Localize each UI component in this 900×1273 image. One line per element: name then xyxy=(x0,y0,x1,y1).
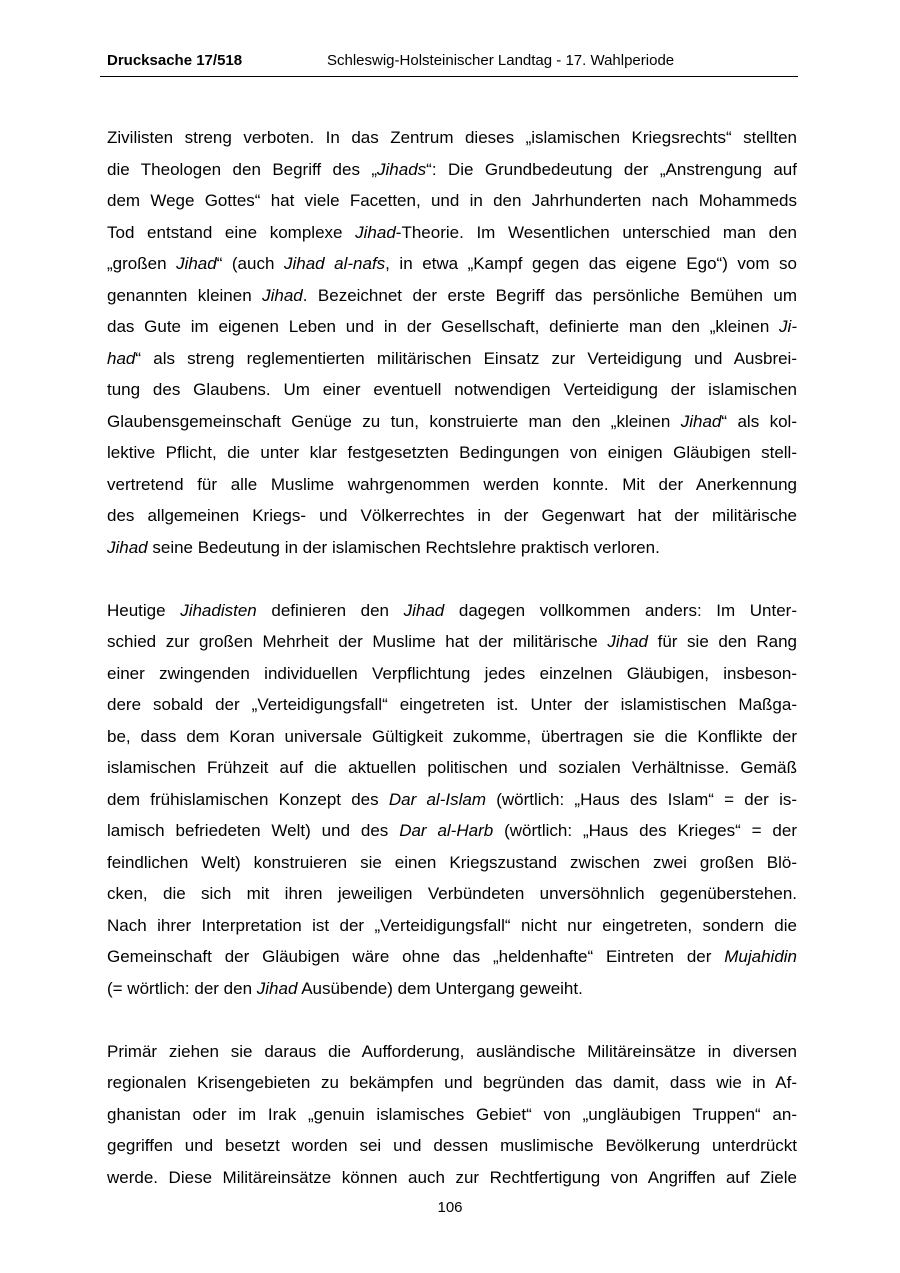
paragraph xyxy=(107,122,797,563)
text-segment: Gemeinschaft der Gläubigen wäre ohne das „heldenhafte“ Eintreten der xyxy=(107,947,725,966)
text-line xyxy=(107,532,797,564)
text-segment: schied zur großen Mehrheit der Muslime hat der militärische xyxy=(107,632,608,651)
text-segment: , in etwa „Kampf gegen das eigene Ego“) vom so xyxy=(385,254,798,273)
text-segment: Nach ihrer Interpretation ist der „Verteidigungsfall“ nicht nur eingetreten, sondern die xyxy=(107,915,797,935)
text-segment: für sie den Rang xyxy=(647,632,798,651)
paragraph xyxy=(107,595,797,1005)
italic-term: Ji- xyxy=(779,317,797,336)
text-segment: genannten kleinen xyxy=(107,285,263,305)
text-line xyxy=(107,437,797,469)
text-line xyxy=(107,595,797,627)
text-segment: Zivilisten streng verboten. In das Zentrum dieses „islamischen Kriegsrechts“ stellten xyxy=(107,128,797,147)
text-segment: definieren den xyxy=(256,600,404,620)
header-title: Schleswig-Holsteinischer Landtag - 17. Wahlperiode xyxy=(327,52,675,69)
text-segment: “: Die Grundbedeutung der „Anstrengung auf xyxy=(426,159,797,179)
text-line xyxy=(107,1162,797,1194)
italic-term: Dar al-Islam xyxy=(388,789,486,809)
header-divider xyxy=(100,76,798,77)
text-segment: die Theologen den Begriff des „ xyxy=(107,159,378,179)
italic-term: Mujahidin xyxy=(724,947,797,966)
text-segment: einer zwingenden individuellen Verpflichtung jedes einzelnen Gläubigen, insbeson- xyxy=(107,663,797,683)
text-segment: (wörtlich: „Haus des Islam“ = der is- xyxy=(485,789,798,809)
text-segment: feindlichen Welt) konstruieren sie einen Kriegszustand zwischen zwei großen Blö- xyxy=(107,852,797,872)
text-segment: lamisch befriedeten Welt) und des xyxy=(107,821,400,840)
italic-term: Jihad xyxy=(607,632,648,651)
italic-term: Jihad xyxy=(403,600,445,620)
italic-term: Jihad xyxy=(107,537,148,557)
text-line xyxy=(107,1036,797,1068)
text-segment: be, dass dem Koran universale Gültigkeit zukomme, übertragen sie die Konflikte der xyxy=(107,726,797,746)
text-line xyxy=(107,154,797,186)
text-line xyxy=(107,941,797,973)
text-line xyxy=(107,1099,797,1131)
text-line xyxy=(107,784,797,816)
italic-term: Jihad xyxy=(262,285,303,305)
text-line xyxy=(107,406,797,438)
text-segment: “ als streng reglementierten militärischen Einsatz zur Verteidigung und Ausbrei- xyxy=(135,348,797,368)
italic-term: had xyxy=(107,348,136,368)
text-line xyxy=(107,689,797,721)
italic-term: Jihads xyxy=(377,159,427,179)
text-segment: . Bezeichnet der erste Begriff das persönliche Bemühen um xyxy=(302,285,797,305)
text-segment: dere sobald der „Verteidigungsfall“ eingetreten ist. Unter der islamistischen Maßga- xyxy=(107,695,797,714)
text-line xyxy=(107,847,797,879)
italic-term: Jihad xyxy=(680,411,722,431)
page-number: 106 xyxy=(437,1199,463,1216)
text-segment: Primär ziehen sie daraus die Aufforderung, ausländische Militäreinsätze in diversen xyxy=(107,1041,797,1061)
text-segment: tung des Glaubens. Um einer eventuell notwendigen Verteidigung der islamischen xyxy=(107,380,797,399)
text-line xyxy=(107,1130,797,1162)
text-segment: “ als kol- xyxy=(721,411,797,431)
text-line xyxy=(107,280,797,312)
text-segment: seine Bedeutung in der islamischen Rechtslehre praktisch verloren. xyxy=(147,537,660,557)
text-segment: Ausübende) dem Untergang geweiht. xyxy=(297,978,583,998)
text-segment: „großen xyxy=(107,254,177,273)
text-line xyxy=(107,343,797,375)
text-line xyxy=(107,311,797,343)
document-number: Drucksache 17/518 xyxy=(107,52,243,69)
text-line xyxy=(107,878,797,910)
italic-term: Jihad xyxy=(355,222,396,242)
text-segment: lektive Pflicht, die unter klar festgesetzten Bedingungen von einigen Gläubigen stell- xyxy=(107,443,797,462)
text-line xyxy=(107,469,797,501)
text-line xyxy=(107,1067,797,1099)
text-line xyxy=(107,500,797,532)
text-segment: regionalen Krisengebieten zu bekämpfen und begründen das damit, dass wie in Af- xyxy=(107,1073,797,1092)
text-line xyxy=(107,658,797,690)
text-segment: islamischen Frühzeit auf die aktuellen politischen und sozialen Verhältnisse. Gemäß xyxy=(107,758,797,777)
text-line xyxy=(107,721,797,753)
text-line xyxy=(107,973,797,1005)
text-segment: des allgemeinen Kriegs- und Völkerrechtes in der Gegenwart hat der militärische xyxy=(107,506,797,525)
text-segment: das Gute im eigenen Leben und in der Gesellschaft, definierte man den „kleinen xyxy=(107,317,780,336)
text-segment: dem Wege Gottes“ hat viele Facetten, und in den Jahrhunderten nach Mohammeds xyxy=(107,191,797,210)
text-segment: ghanistan oder im Irak „genuin islamisches Gebiet“ von „ungläubigen Truppen“ an- xyxy=(107,1104,797,1124)
text-segment: (= wörtlich: der den xyxy=(107,978,257,998)
text-segment: Glaubensgemeinschaft Genüge zu tun, konstruierte man den „kleinen xyxy=(107,411,681,431)
text-segment: vertretend für alle Muslime wahrgenommen werden konnte. Mit der Anerkennung xyxy=(107,474,797,494)
paragraph xyxy=(107,1036,797,1194)
text-segment: (wörtlich: „Haus des Krieges“ = der xyxy=(493,821,798,840)
text-segment: “ (auch xyxy=(216,254,284,273)
text-line xyxy=(107,122,797,154)
text-line xyxy=(107,752,797,784)
italic-term: Jihad xyxy=(256,978,298,998)
italic-term: Jihad xyxy=(176,254,217,273)
text-segment: Heutige xyxy=(107,600,181,620)
text-segment: dagegen vollkommen anders: Im Unter- xyxy=(444,600,797,620)
page-header xyxy=(107,52,797,76)
text-segment: werde. Diese Militäreinsätze können auch zur Rechtfertigung von Angriffen auf Ziele xyxy=(107,1167,797,1187)
text-segment: dem frühislamischen Konzept des xyxy=(107,789,389,809)
text-segment: cken, die sich mit ihren jeweiligen Verbündeten unversöhnlich gegenüberstehen. xyxy=(107,884,797,903)
text-line xyxy=(107,815,797,847)
text-line xyxy=(107,374,797,406)
italic-term: Jihad al-nafs xyxy=(283,254,386,273)
text-segment: Tod entstand eine komplexe xyxy=(107,222,356,242)
text-line xyxy=(107,185,797,217)
text-line xyxy=(107,248,797,280)
italic-term: Dar al-Harb xyxy=(399,821,494,840)
text-line xyxy=(107,626,797,658)
text-segment: gegriffen und besetzt worden sei und dessen muslimische Bevölkerung unterdrückt xyxy=(107,1136,797,1155)
text-segment: -Theorie. Im Wesentlichen unterschied man den xyxy=(395,222,798,242)
text-line xyxy=(107,217,797,249)
italic-term: Jihadisten xyxy=(180,600,257,620)
text-line xyxy=(107,910,797,942)
body-text xyxy=(107,122,797,1193)
